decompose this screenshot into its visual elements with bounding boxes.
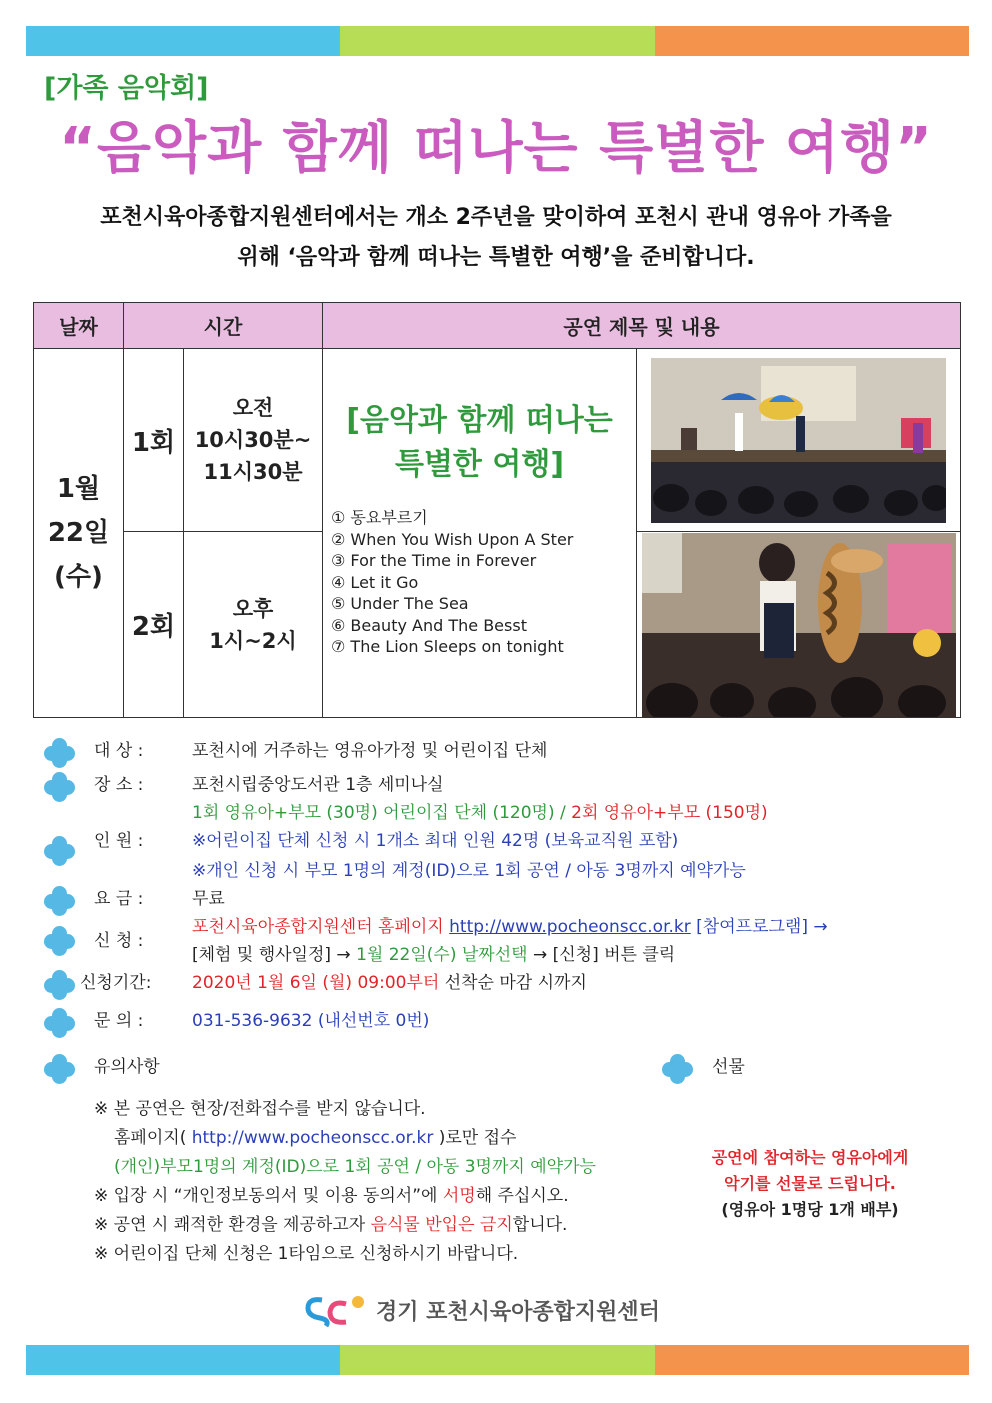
clover-icon [44, 738, 76, 768]
session-2-round: 2회 [124, 532, 184, 718]
header-date: 날짜 [34, 303, 124, 349]
song-item: ④ Let it Go [331, 572, 419, 592]
song-list [331, 507, 636, 658]
header-time: 시간 [124, 303, 323, 349]
note-line: ※ 공연 시 쾌적한 환경을 제공하고자 음식물 반입은 금지합니다. [94, 1215, 568, 1235]
song-item: ① 동요부르기 [331, 508, 428, 527]
date-cell: 1월 22일 (수) [34, 349, 124, 718]
photo-cell-2 [637, 532, 961, 718]
song-item: ③ For the Time in Forever [331, 551, 537, 570]
clover-icon [44, 1008, 76, 1038]
gift-line: 공연에 참여하는 영유아에게 [711, 1148, 909, 1167]
schedule-table [33, 302, 961, 718]
logo-icon [300, 1292, 370, 1328]
photo-cell-1 [637, 349, 961, 532]
performance-photo-stage [651, 358, 946, 523]
intro-line-2: 위해 ‘음악과 함께 떠나는 특별한 여행’을 준비합니다. [237, 245, 755, 270]
header-program: 공연 제목 및 내용 [323, 303, 961, 349]
org-name: 경기 포천시육아종합지원센터 [376, 1299, 660, 1325]
intro-line-1: 포천시육아종합지원센터에서는 개소 2주년을 맞이하여 포천시 관내 영유아 가족을 [100, 205, 892, 230]
note-line: ※ 입장 시 “개인정보동의서 및 이용 동의서”에 서명해 주십시오. [94, 1186, 569, 1206]
performance-photo-closeup [642, 533, 956, 717]
gift-line: 악기를 선물로 드립니다. [724, 1174, 896, 1193]
note-line: ※ 어린이집 단체 신청은 1타임으로 신청하시기 바랍니다. [94, 1244, 519, 1264]
org-logo [300, 1292, 660, 1328]
page-title: “음악과 함께 떠나는 특별한 여행” [59, 116, 933, 181]
bottom-color-bar [26, 1345, 969, 1375]
note-line: ※ 본 공연은 현장/전화접수를 받지 않습니다. [94, 1099, 426, 1119]
song-item: ⑤ Under The Sea [331, 594, 469, 613]
session-2-time: 오후 1시~2시 [184, 532, 323, 718]
gift-line: (영유아 1명당 1개 배부) [721, 1200, 899, 1219]
session-1-round: 1회 [124, 349, 184, 532]
gift-section [690, 1145, 930, 1223]
song-item: ② When You Wish Upon A Ster [331, 529, 574, 549]
clover-icon [44, 926, 76, 956]
notes-section [94, 1095, 596, 1269]
clover-icon [44, 836, 76, 866]
song-item: ⑦ The Lion Sleeps on tonight [331, 637, 564, 656]
homepage-link[interactable]: http://www.pocheonscc.or.kr [449, 917, 691, 937]
intro-text [0, 198, 992, 278]
clover-icon [44, 1054, 76, 1084]
top-color-bar [26, 26, 969, 56]
program-cell [323, 349, 637, 718]
event-tag: [가족 음악회] [44, 73, 209, 104]
clover-icon [44, 970, 76, 1000]
clover-icon [44, 886, 76, 916]
show-title: [음악과 함께 떠나는 특별한 여행] [346, 403, 613, 482]
song-item: ⑥ Beauty And The Besst [331, 615, 527, 635]
note-line: (개인)부모1명의 계정(ID)으로 1회 공연 / 아동 3명까지 예약가능 [114, 1157, 596, 1177]
note-line: 홈페이지( http://www.pocheonscc.or.kr )로만 접수 [114, 1128, 517, 1148]
session-1-time: 오전 10시30분~ 11시30분 [184, 349, 323, 532]
clover-icon [662, 1054, 694, 1084]
clover-icon [44, 772, 76, 802]
